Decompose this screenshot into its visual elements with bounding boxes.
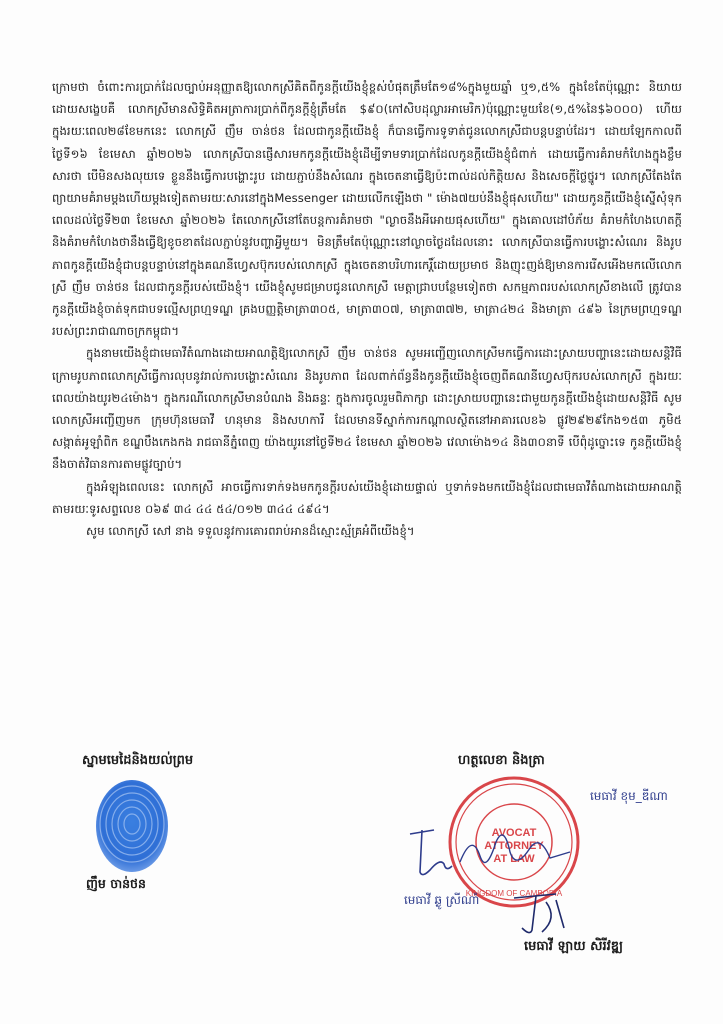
signature-icon (400, 812, 600, 882)
closing-paragraph: សូម លោកស្រី សៅ នាង ទទួលនូវការគោរពរាប់អានដ៏ស្មោះស្ម័គ្រអំពីយើងខ្ញុំ។ (86, 524, 415, 539)
seal-line-3: AT LAW (493, 853, 535, 865)
lawyer-name-2: មេធាវី ឆ្ងូ ស្រីណាំ (404, 893, 480, 907)
letter-body (52, 76, 682, 542)
signature-and-seal-title: ហត្ថលេខា និងត្រា (458, 753, 545, 768)
fingerprint-approval-title: ស្នាមមេដៃនិងយល់ព្រម (82, 753, 194, 768)
paragraph-2: ក្នុងនាមយើងខ្ញុំជាមេធាវីតំណាងដោយអាណត្តិឱ្យលោកស្រី ញឹម ចាន់ថន សូមអញ្ជើញលោកស្រីមកធ្វើការដោះស្រាយបញ្ហានេះដោយសន្តិវិធី ក្រោមរូបភាពលោកស្រីធ្វើការលុបនូវរាល់ការបង្ហោះសំណេរ និងរូបភាព ដែលពាក់ព័ន្ធនឹងកូនក្តីយើងខ្ញុំចេញពីគណនីហ្វេសប៊ុករបស់លោកស្រី ក្នុងរយៈពេលយ៉ាងយូរ២៤ម៉ោង។ ក្នុងករណីលោកស្រីមានបំណង និងឆន្ទៈ ក្នុងការចូលរួមពិភាក្សា ដោះស្រាយបញ្ហានេះជាមួយកូនក្តីយើងខ្ញុំដោយសន្តិវិធី សូមលោកស្រីអញ្ជើញមក ក្រុមហ៊ុនមេធាវី ហនុមាន និងសហការី ដែលមានទីស្នាក់ការកណ្តាលស្ថិតនៅអាគារលេខ៦ ផ្លូវ២៩២៩កែង១៥៣ ភូមិ៥ សង្កាត់អូឡាំពិក ខណ្ឌបឹងកេងកង រាជធានីភ្នំពេញ យ៉ាងយូរនៅថ្ងៃទី២៤ ខែមេសា ឆ្នាំ២០២៦ វេលាម៉ោង១៤ និង៣០នាទី បើពុំដូច្នោះទេ កូនក្តីយើងខ្ញុំនឹងចាត់វិធានការតាមផ្លូវច្បាប់។ (52, 346, 682, 472)
paragraph-1: ក្រោមថា ចំពោះការប្រាក់ដែលច្បាប់អនុញ្ញាតឱ្យលោកស្រីគិតពីកូនក្តីយើងខ្ញុំខ្ពស់បំផុតត្រឹមតែ១៨%ក្នុងមួយឆ្នាំ ឬ១,៥% ក្នុងខែតែប៉ុណ្ណោះ និយាយដោយសង្ខេបគឺ លោកស្រីមានសិទ្ធិគិតអត្រាការប្រាក់ពីកូនក្តីខ្ញុំត្រឹមតែ $៩០(កៅសិបដុល្លារអាមេរិក)ប៉ុណ្ណោះមួយខែ(១,៥%នៃ$៦០០០) ហើយក្នុងរយៈពេល២៨ខែមកនេះ លោកស្រី ញឹម ចាន់ថន ដែលជាកូនក្តីយើងខ្ញុំ ក៏បានធ្វើការទូទាត់ជូនលោកស្រីជាបន្តបន្ទាប់ដែរ។ ដោយឡែកកាលពីថ្ងៃទី១៦ ខែមេសា ឆ្នាំ២០២៦ លោកស្រីបានផ្ញើសារមកកូនក្តីយើងខ្ញុំដើម្បីទាមទារប្រាក់ដែលកូនក្តីយើងខ្ញុំជំពាក់ ដោយធ្វើការគំរាមកំហែងក្នុងខ្លឹមសារថា បើមិនសងលុយទេ ខ្លួននឹងធ្វើការបង្ហោះរូប ដោយភ្ជាប់នឹងសំណេរ ក្នុងចេតនាធ្វើឱ្យប៉ះពាល់ដល់កិត្តិយស និងសេចក្តីថ្លៃថ្នូរ។ លោកស្រីតែងតែព្យាយាមគំរាមម្តងហើយម្តងទៀតតាមរយៈសារនៅក្នុងMessenger ដោយលើកឡើងថា " ម៉ោង៧យប់នឹងខ្ញុំផុសហើយ" ដោយកូនក្តីយើងខ្ញុំស្នើសុំទុកពេលដល់ថ្ងៃទី២៣ ខែមេសា ឆ្នាំ២០២៦ តែលោកស្រីនៅតែបន្តការគំរាមថា "ល្ងាចនឹងអីអោយផុសហើយ" ក្នុងគោលដៅបំភ័យ គំរាមកំហែងហេតក្តី និងគំរាមកំហែងថានឹងធ្វើឱ្យខូចខាតដែលភ្ជាប់នូវបញ្ហាអ្វីមួយ។ មិនត្រឹមតែប៉ុណ្ណោះនៅល្ងាចថ្ងៃដដែលនោះ លោកស្រីបានធ្វើការបង្ហោះសំណេរ និងរូបភាពកូនក្តីយើងខ្ញុំជាបន្តបន្ទាប់នៅក្នុងគណនីហ្វេសប៊ុករបស់លោកស្រី ក្នុងចេតនាបរិហារកេរ្តិ៍ដោយប្រមាថ និងញុះញង់ឱ្យមានការរើសអើងមកលើលោកស្រី ញឹម ចាន់ថន ដែលជាកូនក្តីរបស់យើងខ្ញុំ។ យើងខ្ញុំសូមជម្រាបជូនលោកស្រី មេត្តាជ្រាបបន្ថែមទៀតថា សកម្មភាពរបស់លោកស្រីខាងលើ ត្រូវបានកូនក្តីយើងខ្ញុំចាត់ទុកជាបទល្មើសព្រហ្មទណ្ឌ គ្រងបញ្ញត្តិមាត្រា៣០៥, មាត្រា៣០៧, មាត្រា៣៧២, មាត្រា៤២៤ និងមាត្រា ៤៩៦ នៃក្រមព្រហ្មទណ្ឌរបស់ព្រះរាជាណាចក្រកម្ពុជា។ (52, 80, 682, 339)
seal-ring-text: KINGDOM OF CAMBODIA (465, 889, 563, 898)
paragraph-3: ក្នុងអំឡុងពេលនេះ លោកស្រី អាចធ្វើការទាក់ទងមកកូនក្តីរបស់យើងខ្ញុំដោយផ្ទាល់ ឬទាក់ទងមកយើងខ្ញុំដែលជាមេធាវីតំណាងដោយអាណត្តិតាមរយៈទូរសព្ទលេខ ០៦៩ ៣៤ ៤៤ ៥៤/០១២ ៣៤៤ ៤៩៤។ (52, 479, 682, 516)
lawyer-name-1: មេធាវី ខុម_ឌីណា (590, 789, 668, 803)
fingerprint-icon (92, 778, 172, 874)
second-signature-icon (506, 888, 576, 938)
lawyer-name-3: មេធាវី ឡាយ សិរីវឌ្ឍ (524, 939, 623, 954)
client-name: ញឹម ចាន់ថន (86, 876, 146, 891)
seal-line-1: AVOCAT (491, 827, 537, 839)
seal-line-2: ATTORNEY (484, 840, 544, 852)
